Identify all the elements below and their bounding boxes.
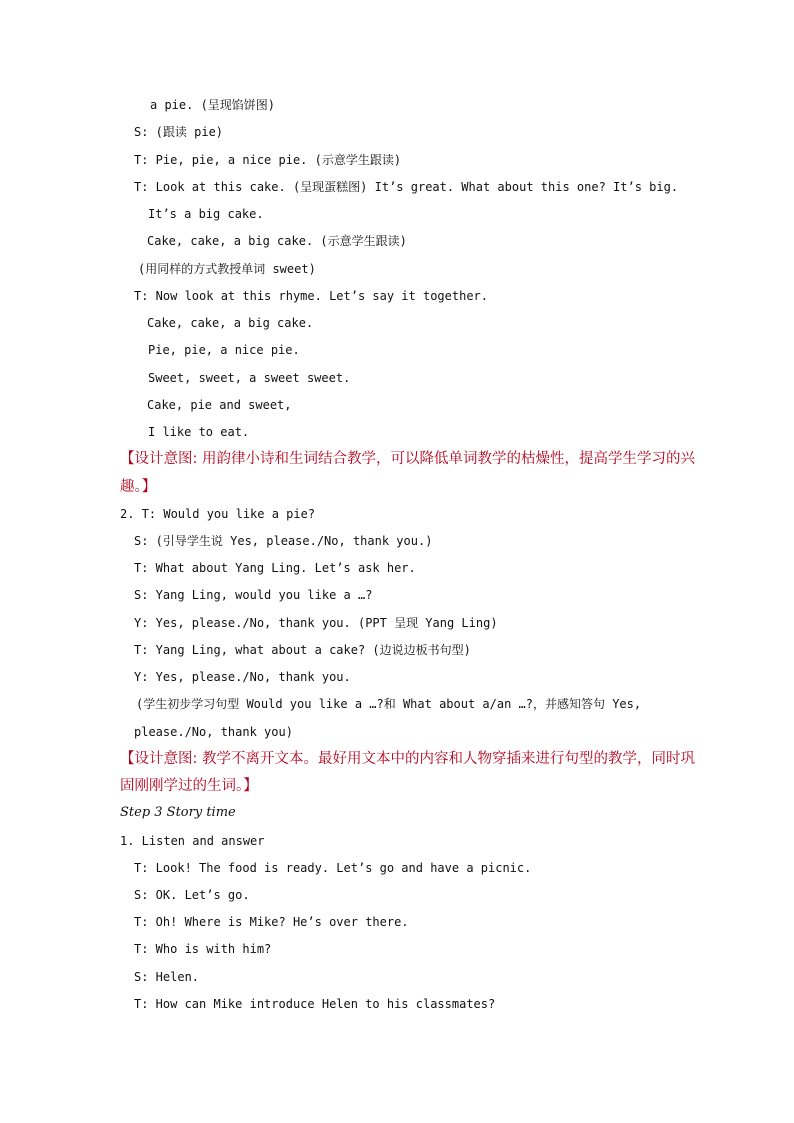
design-note-2-line-2: 固刚刚学过的生词。】 (120, 778, 258, 794)
text-line-2: S: (跟读 pie) (134, 125, 224, 139)
text-line-7: (用同样的方式教授单词 sweet) (138, 262, 316, 276)
text-line-16: 2. T: Would you like a pie? (120, 507, 316, 521)
text-line-21: T: Yang Ling, what about a cake? (边说边板书句型) (134, 643, 471, 657)
text-line-8: T: Now look at this rhyme. Let’s say it together. (134, 289, 489, 303)
rhyme-line-1: Cake, cake, a big cake. (147, 316, 314, 330)
text-line-17: S: (引导学生说 Yes, please./No, thank you.) (134, 534, 433, 548)
text-line-3: T: Pie, pie, a nice pie. (示意学生跟读) (134, 153, 402, 167)
text-line-18: T: What about Yang Ling. Let’s ask her. (134, 561, 416, 575)
step-heading: Step 3 Story time (120, 805, 236, 820)
design-note-1-line-1: 【设计意图: 用韵律小诗和生词结合教学，可以降低单词教学的枯燥性，提高学生学习的兴 (120, 451, 695, 467)
text-line-31: T: Oh! Where is Mike? He’s over there. (134, 915, 409, 929)
text-line-24: please./No, thank you) (134, 725, 293, 739)
design-note-1-line-2: 趣。】 (120, 479, 157, 495)
text-line-19: S: Yang Ling, would you like a …? (134, 588, 373, 602)
text-line-32: T: Who is with him? (134, 942, 272, 956)
text-line-23: (学生初步学习句型 Would you like a …?和 What about a/an …?，并感知答句 Yes, (136, 697, 642, 711)
text-line-20: Y: Yes, please./No, thank you. (PPT 呈现 Yang Ling) (134, 616, 498, 630)
text-line-1: a pie. (呈现馅饼图) (150, 98, 276, 112)
text-line-5: It’s a big cake. (148, 207, 264, 221)
text-line-29: T: Look! The food is ready. Let’s go and have a picnic. (134, 861, 532, 875)
rhyme-line-5: I like to eat. (148, 425, 250, 439)
text-line-22: Y: Yes, please./No, thank you. (134, 670, 351, 684)
text-line-4: T: Look at this cake. (呈现蛋糕图) It’s great. What about this one? It’s big. (134, 180, 679, 194)
rhyme-line-2: Pie, pie, a nice pie. (148, 343, 300, 357)
text-line-30: S: OK. Let’s go. (134, 888, 250, 902)
text-line-34: T: How can Mike introduce Helen to his classmates? (134, 997, 496, 1011)
text-line-33: S: Helen. (134, 970, 200, 984)
rhyme-line-3: Sweet, sweet, a sweet sweet. (148, 371, 351, 385)
text-line-28: 1. Listen and answer (120, 834, 265, 848)
rhyme-line-4: Cake, pie and sweet, (147, 398, 292, 412)
design-note-2-line-1: 【设计意图: 教学不离开文本。最好用文本中的内容和人物穿插来进行句型的教学，同时巩 (120, 751, 695, 767)
text-line-6: Cake, cake, a big cake. (示意学生跟读) (147, 234, 407, 248)
